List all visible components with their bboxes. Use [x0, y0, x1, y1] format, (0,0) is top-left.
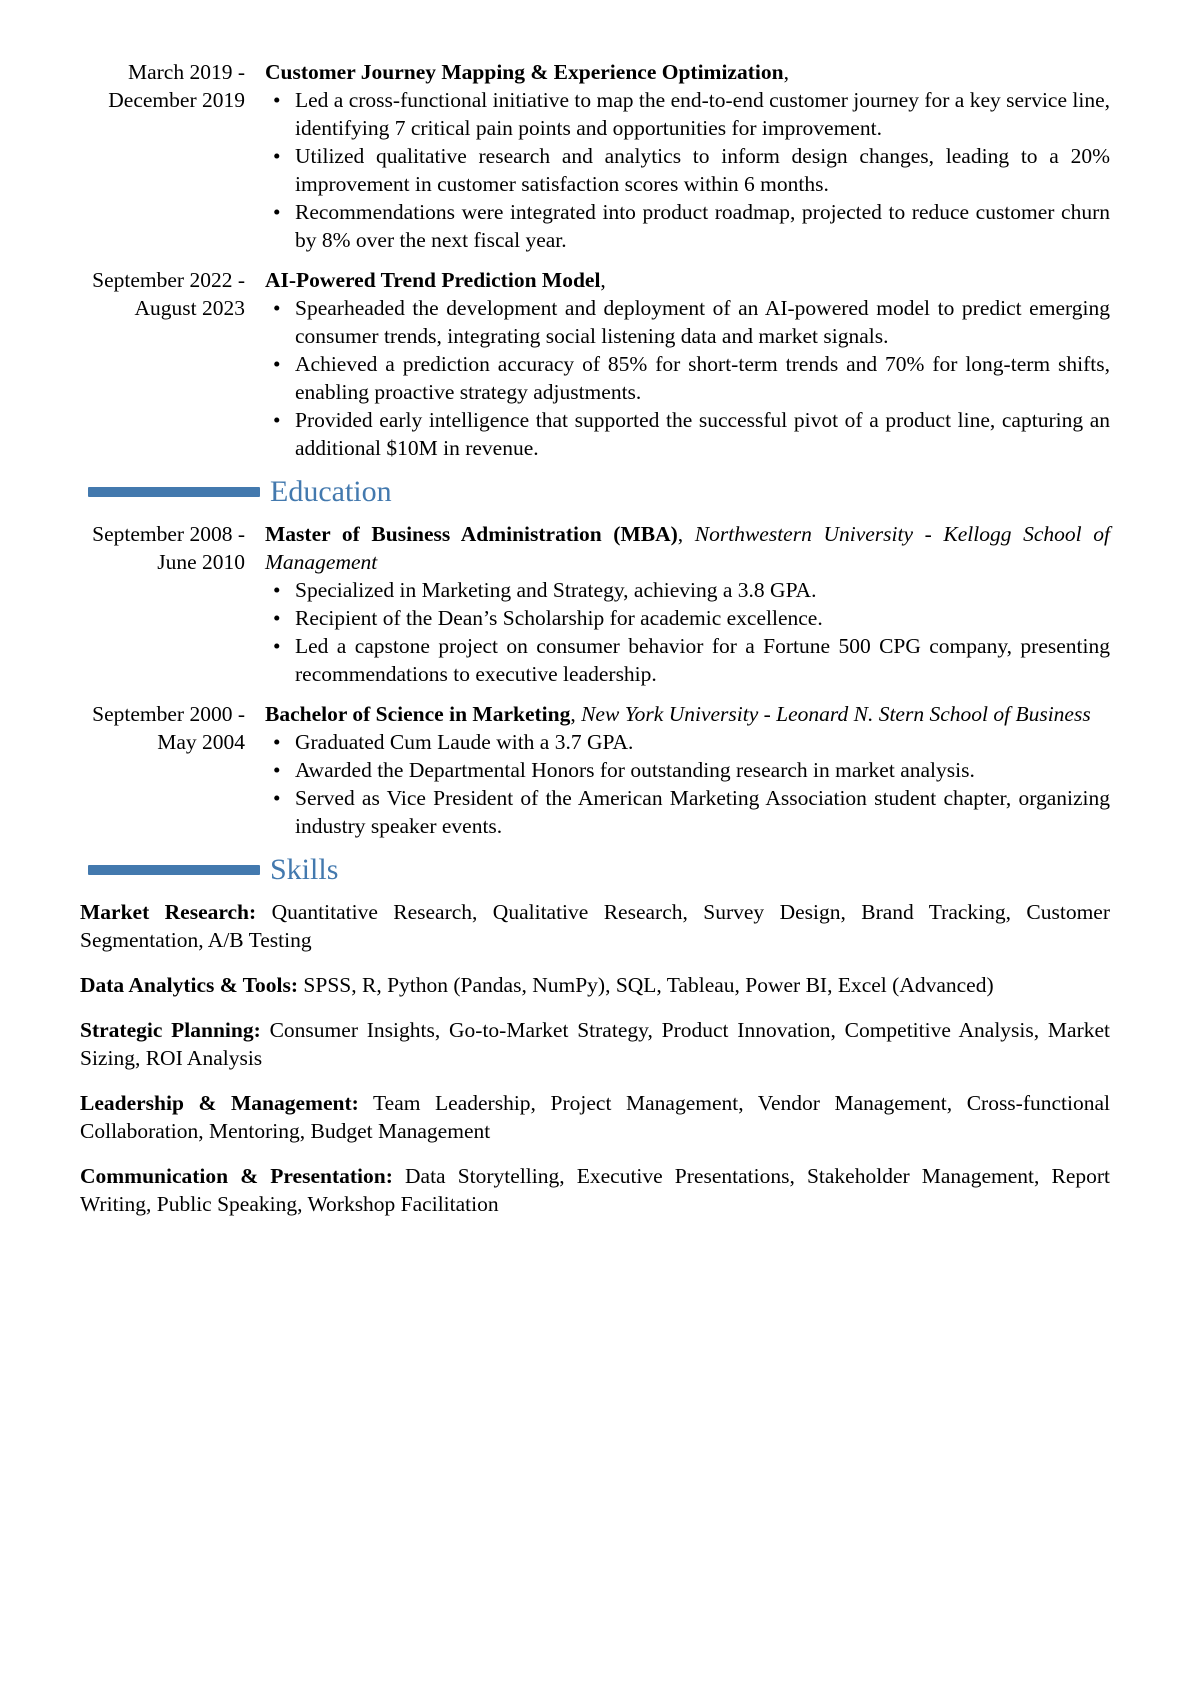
entry-title-line: [265, 58, 1110, 86]
highlight-bullet: • Provided early intelligence that supported the successful pivot of a product line, capturing an additional $10M in revenue.: [265, 406, 1110, 462]
degree-title: Bachelor of Science in Marketing: [265, 702, 571, 726]
entry-dates: March 2019 - December 2019: [108, 60, 245, 112]
degree-separator: ,: [677, 522, 684, 546]
education-entry: [80, 520, 1110, 688]
education-entry: [80, 700, 1110, 840]
entry-title: Customer Journey Mapping & Experience Optimization: [265, 60, 784, 84]
skill-category-label: Data Analytics & Tools: [80, 973, 291, 997]
skill-values: Data Storytelling, Executive Presentations, Stakeholder Management, Report Writing, Public Speaking, Workshop Facilitation: [80, 1164, 1111, 1216]
entry-highlights: [265, 728, 1110, 840]
section-accent-bar: [88, 487, 260, 497]
skill-category-label: Communication & Presentation: [80, 1164, 386, 1188]
highlight-bullet: • Served as Vice President of the American Marketing Association student chapter, organizing industry speaker events.: [265, 784, 1110, 840]
skill-item: [80, 1016, 1110, 1072]
degree-separator: ,: [570, 702, 576, 726]
skill-item: [80, 1089, 1110, 1145]
highlight-bullet: • Specialized in Marketing and Strategy, achieving a 3.8 GPA.: [265, 576, 1110, 604]
experience-section: [80, 58, 1110, 462]
skill-label-separator: :: [351, 1091, 359, 1115]
entry-body: [265, 266, 1110, 462]
entry-highlights: [265, 576, 1110, 688]
entry-body: [265, 700, 1110, 840]
entry-body: [265, 520, 1110, 688]
skill-label-separator: :: [249, 900, 257, 924]
entry-title: AI-Powered Trend Prediction Model: [265, 268, 601, 292]
entry-dates: September 2022 - August 2023: [92, 268, 245, 320]
skill-item: [80, 971, 1110, 999]
section-title-skills: Skills: [270, 853, 339, 886]
section-accent-bar: [88, 865, 260, 875]
skill-label-separator: :: [253, 1018, 261, 1042]
highlight-bullet: • Achieved a prediction accuracy of 85% for short-term trends and 70% for long-term shifts, enabling proactive strategy adjustments.: [265, 350, 1110, 406]
entry-dates: September 2000 - May 2004: [92, 702, 245, 754]
skills-section: [80, 898, 1110, 1218]
entry-highlights: [265, 294, 1110, 462]
skill-label-separator: :: [385, 1164, 393, 1188]
entry-title-separator: ,: [600, 268, 606, 292]
entry-title-separator: ,: [783, 60, 789, 84]
skill-item: [80, 1162, 1110, 1218]
skill-category-label: Strategic Planning: [80, 1018, 254, 1042]
skill-label-separator: :: [290, 973, 299, 997]
experience-entry: [80, 266, 1110, 462]
highlight-bullet: • Awarded the Departmental Honors for outstanding research in market analysis.: [265, 756, 1110, 784]
entry-body: [265, 58, 1110, 254]
skill-values: SPSS, R, Python (Pandas, NumPy), SQL, Tableau, Power BI, Excel (Advanced): [303, 973, 994, 997]
highlight-bullet: • Recommendations were integrated into product roadmap, projected to reduce customer churn by 8% over the next fiscal year.: [265, 198, 1110, 254]
entry-highlights: [265, 86, 1110, 254]
entry-title-line: [265, 266, 1110, 294]
highlight-bullet: • Graduated Cum Laude with a 3.7 GPA.: [265, 728, 1110, 756]
skill-category-label: Market Research: [80, 900, 250, 924]
highlight-bullet: • Led a capstone project on consumer behavior for a Fortune 500 CPG company, presenting recommendations to executive leadership.: [265, 632, 1110, 688]
skill-item: [80, 898, 1110, 954]
highlight-bullet: • Spearheaded the development and deployment of an AI-powered model to predict emerging consumer trends, integrating social listening data and market signals.: [265, 294, 1110, 350]
degree-title: Master of Business Administration (MBA): [265, 522, 678, 546]
entry-title-line: [265, 700, 1110, 728]
institution-name: New York University - Leonard N. Stern School of Business: [581, 702, 1091, 726]
section-title-education: Education: [270, 475, 392, 508]
education-section: [80, 520, 1110, 840]
skill-values: Quantitative Research, Qualitative Research, Survey Design, Brand Tracking, Customer Segmentation, A/B Testing: [80, 900, 1111, 952]
skill-values: Team Leadership, Project Management, Vendor Management, Cross-functional Collaboration, Mentoring, Budget Management: [80, 1091, 1110, 1143]
institution-name: Northwestern University - Kellogg School of Management: [265, 522, 1110, 574]
highlight-bullet: • Led a cross-functional initiative to map the end-to-end customer journey for a key service line, identifying 7 critical pain points and opportunities for improvement.: [265, 86, 1110, 142]
entry-dates: September 2008 - June 2010: [92, 522, 245, 574]
section-heading-education: [80, 474, 1110, 510]
highlight-bullet: • Utilized qualitative research and analytics to inform design changes, leading to a 20% improvement in customer satisfaction scores within 6 months.: [265, 142, 1110, 198]
section-heading-skills: [80, 852, 1110, 888]
experience-entry: [80, 58, 1110, 254]
skill-category-label: Leadership & Management: [80, 1091, 352, 1115]
highlight-bullet: • Recipient of the Dean’s Scholarship for academic excellence.: [265, 604, 1110, 632]
skill-values: Consumer Insights, Go-to-Market Strategy, Product Innovation, Competitive Analysis, Market Sizing, ROI Analysis: [80, 1018, 1110, 1070]
entry-title-line: [265, 520, 1110, 576]
